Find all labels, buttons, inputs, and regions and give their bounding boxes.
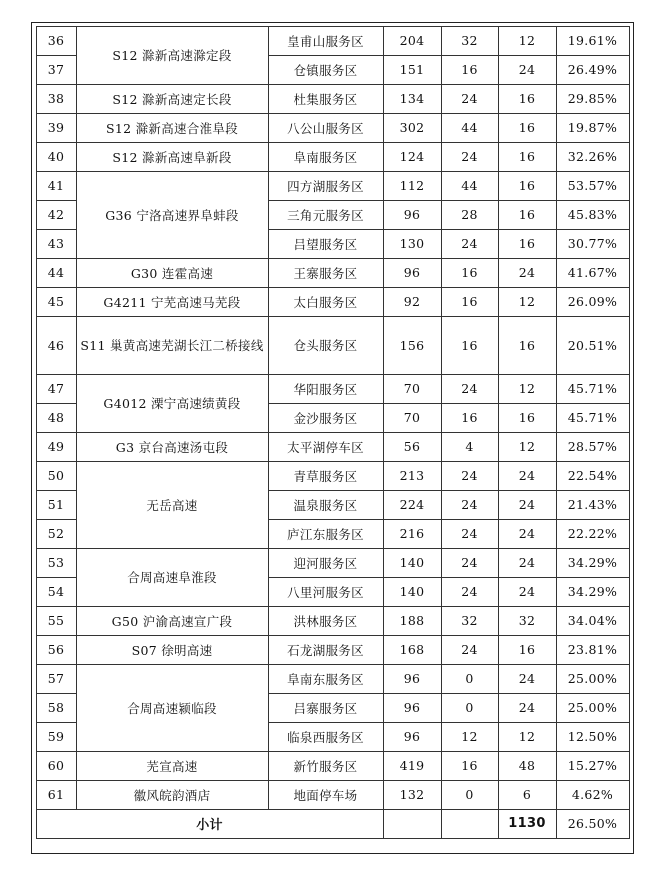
value-col-1: 168 xyxy=(399,642,425,657)
value-col-2: 24 xyxy=(461,497,478,512)
percent-value: 26.49% xyxy=(567,62,618,77)
station-name: 仓头服务区 xyxy=(293,338,358,353)
percent-value: 34.29% xyxy=(567,555,618,570)
section-name: G50 沪渝高速宣广段 xyxy=(111,613,233,629)
value-col-3: 16 xyxy=(518,149,536,164)
value-col-3: 32 xyxy=(518,613,536,628)
value-col-3: 12 xyxy=(518,294,536,309)
value-col-3: 24 xyxy=(518,671,536,686)
section-name: S12 滁新高速合淮阜段 xyxy=(105,120,239,136)
value-col-3: 12 xyxy=(518,729,536,744)
value-col-2: 44 xyxy=(461,178,478,193)
station-name: 青草服务区 xyxy=(293,468,358,484)
percent-value: 4.62% xyxy=(571,787,614,802)
station-name: 新竹服务区 xyxy=(293,758,358,774)
station-name: 金沙服务区 xyxy=(293,410,358,426)
value-col-2: 24 xyxy=(461,584,478,599)
section-name: G30 连霍高速 xyxy=(130,265,214,281)
value-col-1: 213 xyxy=(399,468,425,483)
row-number: 57 xyxy=(47,671,65,686)
value-col-3: 24 xyxy=(518,526,536,541)
value-col-1: 96 xyxy=(403,700,421,715)
percent-value: 32.26% xyxy=(567,149,618,164)
value-col-3: 6 xyxy=(522,787,532,802)
station-name: 石龙湖服务区 xyxy=(287,642,364,658)
row-number: 47 xyxy=(47,381,65,396)
row-number: 59 xyxy=(47,729,65,744)
grid-line-vertical xyxy=(441,809,442,839)
station-name: 四方湖服务区 xyxy=(287,178,364,194)
value-col-1: 419 xyxy=(399,758,425,773)
value-col-2: 4 xyxy=(465,439,474,454)
station-name: 洪林服务区 xyxy=(293,613,358,629)
value-col-2: 24 xyxy=(461,642,478,657)
grid-line-vertical xyxy=(629,26,630,810)
value-col-1: 96 xyxy=(403,207,421,222)
station-name: 吕望服务区 xyxy=(293,236,358,252)
percent-value: 45.83% xyxy=(567,207,618,222)
value-col-3: 16 xyxy=(518,120,536,135)
value-col-2: 0 xyxy=(465,700,474,715)
percent-value: 23.81% xyxy=(567,642,618,657)
percent-value: 28.57% xyxy=(567,439,618,454)
value-col-3: 16 xyxy=(518,91,536,106)
value-col-3: 16 xyxy=(518,207,536,222)
row-number: 52 xyxy=(47,526,65,541)
value-col-2: 0 xyxy=(465,671,474,686)
subtotal-label: 小计 xyxy=(196,818,223,833)
value-col-2: 28 xyxy=(461,207,478,222)
section-name: 芜宣高速 xyxy=(146,758,198,774)
station-name: 临泉西服务区 xyxy=(287,729,364,745)
row-number: 46 xyxy=(47,337,65,353)
station-name: 庐江东服务区 xyxy=(287,526,364,542)
value-col-3: 24 xyxy=(518,555,536,570)
value-col-1: 70 xyxy=(403,410,421,425)
row-number: 54 xyxy=(47,584,65,599)
value-col-1: 156 xyxy=(399,337,425,353)
row-number: 40 xyxy=(47,149,65,164)
grid-line-vertical xyxy=(383,809,384,839)
percent-value: 19.61% xyxy=(567,33,618,48)
subtotal-percent: 26.50% xyxy=(567,816,618,831)
section-name: 合周高速阜淮段 xyxy=(127,570,217,585)
grid-line-horizontal xyxy=(36,838,630,839)
value-col-2: 0 xyxy=(465,787,474,802)
value-col-1: 216 xyxy=(399,526,425,541)
value-col-3: 16 xyxy=(518,178,536,193)
value-col-1: 112 xyxy=(399,178,425,193)
row-number: 48 xyxy=(47,410,65,425)
section-name: S12 滁新高速阜新段 xyxy=(112,149,232,165)
value-col-3: 24 xyxy=(518,468,536,483)
station-name: 三角元服务区 xyxy=(287,207,364,223)
station-name: 华阳服务区 xyxy=(293,381,358,397)
row-number: 49 xyxy=(47,439,65,454)
value-col-3: 16 xyxy=(518,236,536,251)
section-name: G3 京台高速汤屯段 xyxy=(115,439,229,455)
value-col-1: 132 xyxy=(399,787,425,802)
percent-value: 19.87% xyxy=(567,120,618,135)
station-name: 仓镇服务区 xyxy=(293,62,358,78)
value-col-3: 12 xyxy=(518,439,536,454)
row-number: 44 xyxy=(47,265,65,280)
value-col-2: 16 xyxy=(461,62,478,77)
percent-value: 22.54% xyxy=(567,468,618,483)
percent-value: 34.29% xyxy=(567,584,618,599)
station-name: 八里河服务区 xyxy=(287,584,364,600)
value-col-1: 140 xyxy=(399,584,425,599)
station-name: 阜南服务区 xyxy=(293,149,358,165)
value-col-3: 24 xyxy=(518,700,536,715)
station-name: 杜集服务区 xyxy=(293,91,358,107)
value-col-3: 12 xyxy=(518,33,536,48)
value-col-3: 24 xyxy=(518,497,536,512)
row-number: 43 xyxy=(47,236,65,251)
subtotal-value: 1130 xyxy=(508,816,546,831)
percent-value: 34.04% xyxy=(567,613,618,628)
value-col-2: 24 xyxy=(461,526,478,541)
value-col-2: 44 xyxy=(461,120,478,135)
station-name: 太白服务区 xyxy=(293,294,358,310)
row-number: 37 xyxy=(47,62,65,77)
value-col-1: 56 xyxy=(403,439,421,454)
value-col-2: 16 xyxy=(461,758,478,773)
station-name: 太平湖停车区 xyxy=(287,439,364,455)
value-col-1: 96 xyxy=(403,671,421,686)
value-col-2: 12 xyxy=(461,729,478,744)
row-number: 55 xyxy=(47,613,65,628)
section-name: S12 滁新高速滁定段 xyxy=(112,48,232,63)
value-col-1: 134 xyxy=(399,91,425,106)
station-name: 地面停车场 xyxy=(293,787,358,803)
section-name: 徽风皖韵酒店 xyxy=(133,787,211,803)
percent-value: 22.22% xyxy=(567,526,618,541)
value-col-2: 32 xyxy=(461,33,478,48)
value-col-1: 124 xyxy=(399,149,425,164)
percent-value: 15.27% xyxy=(567,758,618,773)
station-name: 吕寨服务区 xyxy=(293,700,358,716)
section-name: 合周高速颍临段 xyxy=(127,700,217,716)
value-col-1: 96 xyxy=(403,729,421,744)
row-number: 56 xyxy=(47,642,65,657)
percent-value: 45.71% xyxy=(567,381,618,396)
value-col-3: 24 xyxy=(518,265,536,280)
station-name: 王寨服务区 xyxy=(293,265,358,281)
value-col-2: 24 xyxy=(461,381,478,396)
value-col-1: 302 xyxy=(399,120,425,135)
value-col-1: 96 xyxy=(403,265,421,280)
value-col-1: 151 xyxy=(399,62,425,77)
value-col-2: 24 xyxy=(461,91,478,106)
row-number: 42 xyxy=(47,207,65,222)
value-col-1: 92 xyxy=(403,294,421,309)
value-col-3: 16 xyxy=(518,642,536,657)
percent-value: 25.00% xyxy=(567,700,618,715)
value-col-3: 16 xyxy=(518,337,536,353)
section-name: G4012 溧宁高速绩黄段 xyxy=(103,395,241,411)
value-col-1: 130 xyxy=(399,236,425,251)
percent-value: 12.50% xyxy=(567,729,618,744)
station-name: 迎河服务区 xyxy=(293,555,358,571)
row-number: 38 xyxy=(47,91,65,106)
row-number: 36 xyxy=(47,33,65,48)
row-number: 41 xyxy=(47,178,65,193)
section-name: G36 宁洛高速界阜蚌段 xyxy=(105,207,239,223)
percent-value: 21.43% xyxy=(567,497,618,512)
value-col-2: 16 xyxy=(461,337,478,353)
section-name: S12 滁新高速定长段 xyxy=(112,91,232,107)
station-name: 温泉服务区 xyxy=(293,497,358,513)
grid-line-vertical xyxy=(629,809,630,839)
percent-value: 41.67% xyxy=(567,265,618,280)
row-number: 58 xyxy=(47,700,65,715)
value-col-2: 16 xyxy=(461,294,478,309)
value-col-2: 24 xyxy=(461,555,478,570)
percent-value: 29.85% xyxy=(567,91,618,106)
station-name: 皇甫山服务区 xyxy=(287,33,364,49)
value-col-1: 224 xyxy=(399,497,425,512)
percent-value: 45.71% xyxy=(567,410,618,425)
row-number: 61 xyxy=(47,787,65,802)
value-col-3: 24 xyxy=(518,62,536,77)
percent-value: 30.77% xyxy=(567,236,618,251)
value-col-2: 32 xyxy=(461,613,478,628)
value-col-2: 24 xyxy=(461,236,478,251)
value-col-1: 140 xyxy=(399,555,425,570)
section-name: S11 巢黄高速芜湖长江二桥接线 xyxy=(80,337,264,353)
percent-value: 26.09% xyxy=(567,294,618,309)
row-number: 50 xyxy=(47,468,65,483)
station-name: 阜南东服务区 xyxy=(287,671,364,687)
value-col-3: 12 xyxy=(518,381,536,396)
percent-value: 25.00% xyxy=(567,671,618,686)
value-col-2: 16 xyxy=(461,265,478,280)
section-name: G4211 宁芜高速马芜段 xyxy=(103,294,241,310)
row-number: 45 xyxy=(47,294,65,309)
value-col-1: 204 xyxy=(399,33,425,48)
value-col-3: 24 xyxy=(518,584,536,599)
value-col-3: 48 xyxy=(518,758,536,773)
section-name: S07 徐明高速 xyxy=(131,642,213,658)
value-col-1: 188 xyxy=(399,613,425,628)
value-col-2: 24 xyxy=(461,468,478,483)
row-number: 39 xyxy=(47,120,65,135)
value-col-1: 70 xyxy=(403,381,421,396)
row-number: 53 xyxy=(47,555,65,570)
row-number: 51 xyxy=(47,497,65,512)
value-col-2: 16 xyxy=(461,410,478,425)
value-col-2: 24 xyxy=(461,149,478,164)
value-col-3: 16 xyxy=(518,410,536,425)
percent-value: 20.51% xyxy=(567,337,618,353)
row-number: 60 xyxy=(47,758,65,773)
percent-value: 53.57% xyxy=(567,178,618,193)
station-name: 八公山服务区 xyxy=(287,120,364,136)
section-name: 无岳高速 xyxy=(146,497,198,513)
